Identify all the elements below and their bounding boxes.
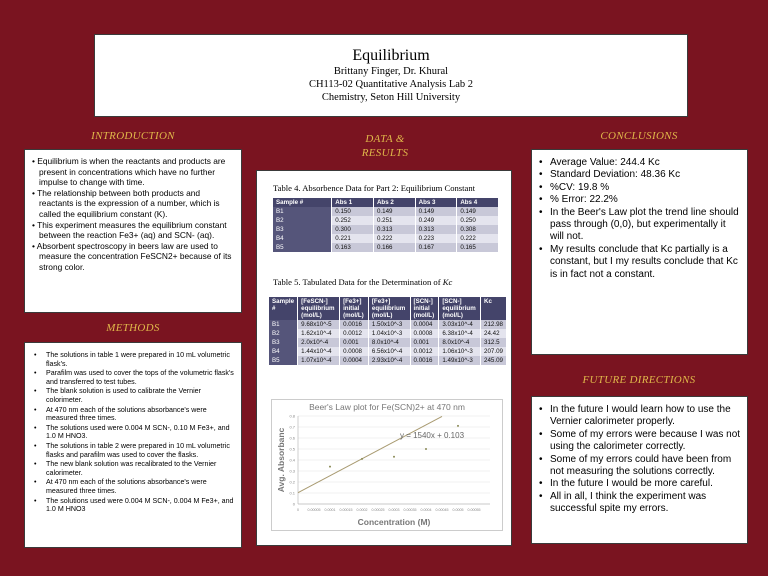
x-tick-label: 0.00035 <box>403 508 417 512</box>
table-header-cell: Sample # <box>269 297 298 320</box>
trendline-equation: y = 1540x + 0.103 <box>399 431 465 440</box>
introduction-heading: INTRODUCTION <box>91 130 175 142</box>
x-tick-label: 0.00055 <box>467 508 481 512</box>
table-header-cell: Abs 3 <box>415 198 457 207</box>
list-item: • The blank solution is used to calibrate the Vernier colorimeter. <box>29 387 235 404</box>
table-row <box>273 207 499 216</box>
table4-caption: Table 4. Absorbence Data for Part 2: Equilibrium Constant <box>273 183 476 193</box>
table-header-cell: [FeSCN-] equilibrium (mol/L) <box>298 297 340 320</box>
table-cell: B4 <box>269 347 298 356</box>
table-cell: 0.165 <box>457 243 499 252</box>
table-header-cell: [Fe3+] equilibrium (mol/L) <box>368 297 410 320</box>
table4 <box>273 198 499 252</box>
affiliation: Chemistry, Seton Hill University <box>321 92 461 103</box>
x-tick-label: 0.0001 <box>324 508 336 512</box>
table-cell: 0.0008 <box>410 329 439 338</box>
list-item: • In the future I would learn how to use the Vernier calorimeter properly. <box>538 404 741 429</box>
table-cell: 1.62x10^-4 <box>298 329 340 338</box>
table-cell: 0.167 <box>415 243 457 252</box>
list-item: • % Error: 22.2% <box>538 194 741 206</box>
conclusions-box <box>531 149 748 355</box>
table-cell: 0.313 <box>415 225 457 234</box>
y-tick-label: 0.1 <box>289 490 295 496</box>
y-tick-label: 0.3 <box>289 468 295 474</box>
list-item: • At 470 nm each of the solutions absorbance's were measured three times. <box>29 406 235 423</box>
table-cell: 0.308 <box>457 225 499 234</box>
table-header-cell: [Fe3+] initial (mol/L) <box>340 297 369 320</box>
table-cell: 1.04x10^-3 <box>368 329 410 338</box>
data-results-heading <box>330 132 440 160</box>
table-row <box>273 234 499 243</box>
table-cell: 1.06x10^-3 <box>439 347 481 356</box>
table-cell: 0.252 <box>332 216 374 225</box>
table-cell: 0.163 <box>332 243 374 252</box>
data-results-box <box>256 170 512 546</box>
table-cell: 0.149 <box>415 207 457 216</box>
data-heading-line2: RESULTS <box>361 147 409 159</box>
conclusions-heading: CONCLUSIONS <box>600 130 678 142</box>
table-cell: 2.0x10^-4 <box>298 338 340 347</box>
methods-box <box>24 342 242 548</box>
table-cell: 312.5 <box>481 338 507 347</box>
table-cell: 0.0004 <box>340 356 369 365</box>
table-cell: 0.149 <box>373 207 415 216</box>
data-point <box>361 458 363 460</box>
table-cell: 2.93x10^-4 <box>368 356 410 365</box>
table-cell: 0.222 <box>373 234 415 243</box>
methods-heading: METHODS <box>106 322 160 334</box>
table-cell: 1.50x10^-3 <box>368 320 410 329</box>
table-row <box>269 347 507 356</box>
table-cell: 6.38x10^-4 <box>439 329 481 338</box>
poster-title: Equilibrium <box>352 47 430 64</box>
x-tick-label: 0.0003 <box>388 508 400 512</box>
table-cell: B1 <box>273 207 332 216</box>
table-cell: 9.68x10^-5 <box>298 320 340 329</box>
chart-svg <box>272 400 502 530</box>
table-cell: B3 <box>273 225 332 234</box>
list-item: • The solutions used were 0.004 M SCN-, 0.10 M Fe3+, and 1.0 M HNO3. <box>29 424 235 441</box>
list-item: • The relationship between both products and reactants is the expression of a number, which is called the equilibrium constant (K). <box>32 187 220 219</box>
table-cell: 1.07x10^-4 <box>298 356 340 365</box>
y-tick-label: 0.7 <box>289 424 295 430</box>
introduction-box <box>24 149 242 313</box>
table-cell: B2 <box>269 329 298 338</box>
table-cell: 0.0016 <box>410 356 439 365</box>
table-header-cell: [SCN-] initial (mol/L) <box>410 297 439 320</box>
table-row <box>269 329 507 338</box>
data-point <box>329 466 331 468</box>
list-item: • Average Value: 244.4 Kc <box>538 157 741 169</box>
x-tick-label: 0.0002 <box>356 508 368 512</box>
list-item: • This experiment measures the equilibrium constant between the reaction Fe3+ (aq) and SCN- (aq). <box>32 219 227 241</box>
kc-symbol: Kc <box>442 277 453 287</box>
table-row <box>269 320 507 329</box>
table-cell: B3 <box>269 338 298 347</box>
table-cell: 0.001 <box>340 338 369 347</box>
table-cell: 0.251 <box>373 216 415 225</box>
table-cell: 0.221 <box>332 234 374 243</box>
x-tick-label: 0.0005 <box>452 508 464 512</box>
table-cell: 0.150 <box>332 207 374 216</box>
introduction-list <box>31 156 235 273</box>
table-header-cell: Abs 1 <box>332 198 374 207</box>
table-cell: 0.223 <box>415 234 457 243</box>
future-list <box>538 404 741 516</box>
x-tick-label: 0.00005 <box>307 508 321 512</box>
x-tick-label: 0 <box>297 508 299 512</box>
table-cell: 8.0x10^-4 <box>368 338 410 347</box>
list-item: • The new blank solution was recalibrated to the Vernier calorimeter. <box>29 460 235 477</box>
table-cell: 0.0012 <box>410 347 439 356</box>
list-item: • At 470 nm each of the solutions absorbance's were measured three times. <box>29 478 235 495</box>
table-cell: 207.09 <box>481 347 507 356</box>
y-tick-label: 0.5 <box>289 446 295 452</box>
table-row <box>273 216 499 225</box>
table-cell: 8.0x10^-4 <box>439 338 481 347</box>
table5 <box>269 297 507 365</box>
list-item: • Some of my errors could have been from not measuring the solutions correctly. <box>538 454 741 479</box>
table-cell: B4 <box>273 234 332 243</box>
table-cell: 0.0016 <box>340 320 369 329</box>
table-cell: 212.98 <box>481 320 507 329</box>
list-item: • Standard Deviation: 48.36 Kc <box>538 169 741 181</box>
table-row <box>273 243 499 252</box>
poster-title-box <box>94 34 688 117</box>
table-header-cell: Sample # <box>273 198 332 207</box>
data-point <box>425 448 427 450</box>
x-tick-label: 0.00015 <box>339 508 353 512</box>
table-cell: 3.03x10^-4 <box>439 320 481 329</box>
methods-list <box>29 351 235 514</box>
table-row <box>269 356 507 365</box>
y-tick-label: 0.2 <box>289 479 295 485</box>
table-cell: B1 <box>269 320 298 329</box>
y-tick-label: 0.4 <box>289 457 295 463</box>
table-cell: 0.0004 <box>410 320 439 329</box>
table-header-cell: [SCN-] equilibrium (mol/L) <box>439 297 481 320</box>
list-item: • In the future I would be more careful. <box>538 478 741 490</box>
chart-title: Beer's Law plot for Fe(SCN)2+ at 470 nm <box>309 402 465 412</box>
y-tick-label: 0.8 <box>289 413 295 419</box>
table-cell: 0.250 <box>457 216 499 225</box>
table-cell: 245.09 <box>481 356 507 365</box>
table-cell: 6.56x10^-4 <box>368 347 410 356</box>
table-cell: 1.44x10^-4 <box>298 347 340 356</box>
beers-law-chart <box>271 399 503 531</box>
list-item: • Equilibrium is when the reactants and products are present in concentrations which have no further impulse to change with time. <box>32 156 226 188</box>
table-cell: B5 <box>273 243 332 252</box>
conclusions-list <box>538 157 741 281</box>
list-item: • The solutions used were 0.004 M SCN-, 0.004 M Fe3+, and 1.0 M HNO3 <box>29 497 235 514</box>
list-item: • The solutions in table 1 were prepared in 10 mL volumetric flask's. <box>29 351 235 368</box>
authors: Brittany Finger, Dr. Khural <box>333 66 449 77</box>
future-directions-box <box>531 396 748 544</box>
list-item: • Parafilm was used to cover the tops of the volumetric flask's and transferred to test tubes. <box>29 369 235 386</box>
trendline <box>298 416 442 492</box>
x-axis-label: Concentration (M) <box>357 517 431 527</box>
table-header-cell: Abs 4 <box>457 198 499 207</box>
table-cell: 0.0008 <box>340 347 369 356</box>
table-header-cell: Abs 2 <box>373 198 415 207</box>
table-cell: 0.166 <box>373 243 415 252</box>
y-axis-label: Avg. Absorbanc <box>276 427 286 493</box>
table-cell: 0.222 <box>457 234 499 243</box>
table-cell: 1.49x10^-3 <box>439 356 481 365</box>
table5-caption: Table 5. Tabulated Data for the Determination of Kc <box>273 277 453 287</box>
table-cell: B2 <box>273 216 332 225</box>
list-item: • My results conclude that Kc partially is a constant, but I my results conclude that Kc is in fact not a constant. <box>538 244 741 281</box>
x-tick-label: 0.0004 <box>420 508 432 512</box>
table-cell: 0.149 <box>457 207 499 216</box>
list-item: • All in all, I think the experiment was successful spite my errors. <box>538 491 741 516</box>
table-cell: 0.313 <box>373 225 415 234</box>
x-tick-label: 0.00025 <box>371 508 385 512</box>
data-point <box>457 425 459 427</box>
list-item: • Absorbent spectroscopy in beers law are used to measure the concentration FeSCN2+ because of its strong color. <box>32 240 232 272</box>
table-cell: 0.001 <box>410 338 439 347</box>
x-tick-label: 0.00045 <box>435 508 449 512</box>
future-directions-heading: FUTURE DIRECTIONS <box>582 374 696 386</box>
list-item: • In the Beer's Law plot the trend line should pass through (0,0), but experimentally it will not. <box>538 207 741 244</box>
table-row <box>273 225 499 234</box>
table-cell: 24.42 <box>481 329 507 338</box>
list-item: • Some of my errors were because I was not using the calorimeter correctly. <box>538 429 741 454</box>
course: CH113-02 Quantitative Analysis Lab 2 <box>308 79 474 90</box>
table-header-cell: Kc <box>481 297 507 320</box>
data-point <box>393 456 395 458</box>
table-cell: 0.249 <box>415 216 457 225</box>
table-cell: B5 <box>269 356 298 365</box>
list-item: • The solutions in table 2 were prepared in 10 mL volumetric flasks and parafilm was used to cover the flasks. <box>29 442 235 459</box>
table-cell: 0.0012 <box>340 329 369 338</box>
table-row <box>269 338 507 347</box>
y-tick-label: 0.6 <box>289 435 295 441</box>
y-tick-label: 0 <box>292 501 295 507</box>
list-item: • %CV: 19.8 % <box>538 182 741 194</box>
table-cell: 0.300 <box>332 225 374 234</box>
data-heading-line1: DATA & <box>365 133 405 145</box>
